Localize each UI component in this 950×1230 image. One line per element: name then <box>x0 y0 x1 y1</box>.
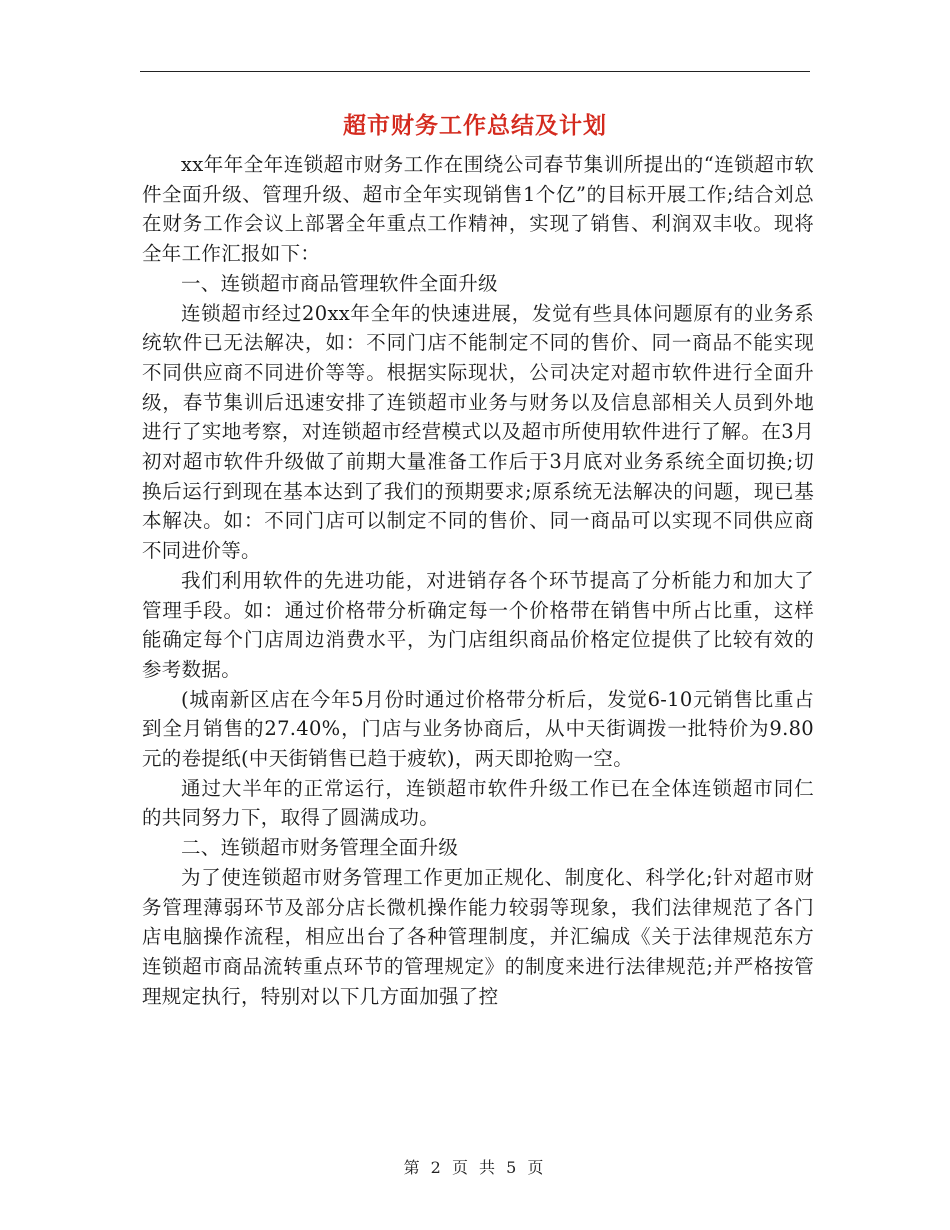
section-heading-1: 一、连锁超市商品管理软件全面升级 <box>181 271 498 295</box>
paragraph-intro: xx年年全年连锁超市财务工作在围绕公司春节集训所提出的“连锁超市软件全面升级、管理升级、超市全年实现销售1个亿”的目标开展工作;结合刘总在财务工作会议上部署全年重点工作精神，实现了销售、利润双丰收。现将全年工作汇报如下： <box>142 153 814 266</box>
paragraph-summary: 通过大半年的正常运行，连锁超市软件升级工作已在全体连锁超市同仁的共同努力下，取得了圆满成功。 <box>142 776 814 830</box>
section-heading-2: 二、连锁超市财务管理全面升级 <box>181 836 459 860</box>
document-title: 超市财务工作总结及计划 <box>343 112 607 139</box>
page-number-footer: 第 2 页 共 5 页 <box>403 1158 547 1177</box>
header-rule <box>140 71 810 72</box>
paragraph-software-upgrade: 连锁超市经过20xx年全年的快速进展，发觉有些具体问题原有的业务系统软件已无法解决，如：不同门店不能制定不同的售价、同一商品不能实现不同供应商不同进价等等。根据实际现状，公司决定对超市软件进行全面升级，春节集训后迅速安排了连锁超市业务与财务以及信息部相关人员到外地进行了实地考察，对连锁超市经营模式以及超市所使用软件进行了解。在3月初对超市软件升级做了前期大量准备工作后于3月底对业务系统全面切换;切换后运行到现在基本达到了我们的预期要求;原系统无法解决的问题，现已基本解决。如：不同门店可以制定不同的售价、同一商品可以实现不同供应商不同进价等。 <box>142 301 814 563</box>
paragraph-example: (城南新区店在今年5月份时通过价格带分析后，发觉6-10元销售比重占到全月销售的27.40%，门店与业务协商后，从中天街调拨一批特价为9.80元的卷提纸(中天街销售已趋于疲软)，两天即抢购一空。 <box>142 687 814 771</box>
document-body <box>142 150 814 1011</box>
paragraph-analysis: 我们利用软件的先进功能，对进销存各个环节提高了分析能力和加大了管理手段。如：通过价格带分析确定每一个价格带在销售中所占比重，这样能确定每个门店周边消费水平，为门店组织商品价格定位提供了比较有效的参考数据。 <box>142 568 814 681</box>
paragraph-finance-upgrade: 为了使连锁超市财务管理工作更加正规化、制度化、科学化;针对超市财务管理薄弱环节及部分店长微机操作能力较弱等现象，我们法律规范了各门店电脑操作流程，相应出台了各种管理制度，并汇编成《关于法律规范东方连锁超市商品流转重点环节的管理规定》的制度来进行法律规范;并严格按管理规定执行，特别对以下几方面加强了控 <box>142 865 814 1008</box>
